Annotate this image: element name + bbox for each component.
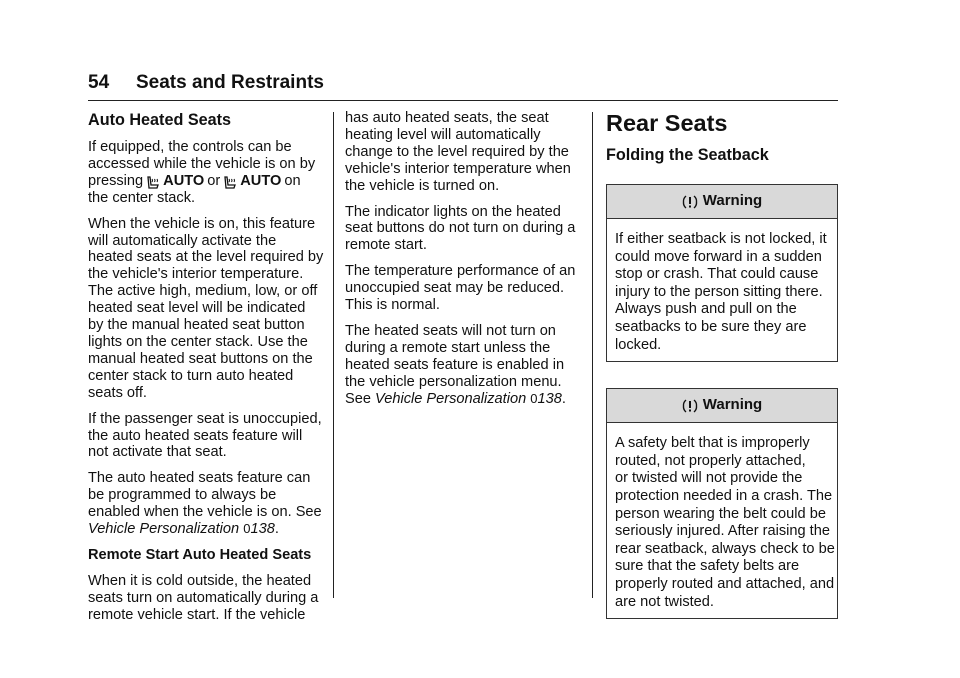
heated-seat-icon <box>146 175 160 190</box>
text-line: When the vehicle is on, this feature <box>88 215 316 232</box>
text-line: This is normal. <box>345 297 440 314</box>
page-ref-arrow-icon: 0 <box>530 390 538 406</box>
text-line: remote start. <box>345 237 427 254</box>
text-line: If either seatback is not locked, it <box>615 231 827 247</box>
text-line: person wearing the belt could be <box>615 505 826 522</box>
column-divider <box>333 112 334 598</box>
cross-reference-link[interactable]: Vehicle Personalization <box>88 521 240 538</box>
warning-box <box>606 184 838 362</box>
warning-label: Warning <box>702 396 763 414</box>
subsection-heading: Folding the Seatback <box>606 146 769 164</box>
paragraph <box>88 411 322 462</box>
paragraph <box>88 139 322 207</box>
text-line: during a remote start unless the <box>345 339 551 356</box>
paragraph <box>345 263 579 314</box>
text-line: protection needed in a crash. The <box>615 487 833 504</box>
text-line: the auto heated seats feature will <box>88 427 303 444</box>
column-right <box>606 110 838 645</box>
auto-label: AUTO <box>163 172 205 189</box>
text-line: The auto heated seats feature can <box>88 470 311 487</box>
text-line: The heated seats will not turn on <box>345 322 556 339</box>
chapter-title: Seats and Restraints <box>136 72 324 93</box>
text-line: . <box>274 521 279 538</box>
text-line: or twisted will not provide the <box>615 470 803 487</box>
text-line: stop or crash. That could cause <box>615 266 819 283</box>
text-line: seatbacks to be sure they are <box>615 318 807 335</box>
text-line: seriously injured. After raising the <box>615 523 830 540</box>
warning-header <box>607 389 837 423</box>
column-divider <box>592 112 593 598</box>
paragraph <box>345 204 579 255</box>
paragraph <box>88 216 322 402</box>
page-number: 54 <box>88 72 110 93</box>
text-line: seats off. <box>88 384 147 401</box>
text-line: . <box>561 390 566 407</box>
warning-body <box>607 423 837 618</box>
page-header <box>88 70 838 101</box>
heated-seat-icon <box>223 175 237 190</box>
text-line: locked. <box>615 336 662 353</box>
page-reference[interactable]: 138 <box>250 521 275 538</box>
text-line: center stack to turn auto heated <box>88 367 294 384</box>
text-line: remote vehicle start. If the vehicle <box>88 606 306 623</box>
text-line: sure that the safety belts are <box>615 558 800 575</box>
cross-reference-link[interactable]: Vehicle Personalization <box>375 390 527 407</box>
subheading: Remote Start Auto Heated Seats <box>88 546 312 563</box>
paragraph <box>345 323 579 408</box>
text-line: enabled when the vehicle is on. See <box>88 504 322 521</box>
page-reference[interactable]: 138 <box>537 390 562 407</box>
warning-label: Warning <box>702 192 763 210</box>
text-line: change to the level required by the <box>345 143 569 160</box>
section-heading: Auto Heated Seats <box>88 111 232 129</box>
paragraph <box>88 470 322 538</box>
auto-label: AUTO <box>240 172 282 189</box>
text-line: injury to the person sitting there. <box>615 283 823 300</box>
text-line: unoccupied seat may be reduced. <box>345 280 565 297</box>
text-line: heated seat level will be indicated <box>88 300 306 317</box>
text-line: The indicator lights on the heated <box>345 203 561 220</box>
text-line: accessed while the vehicle is on by <box>88 155 316 172</box>
text-line: When it is cold outside, the heated <box>88 572 312 589</box>
text-line: seats turn on automatically during a <box>88 589 319 606</box>
text-line: the vehicle is turned on. <box>345 177 500 194</box>
text-line: be programmed to always be <box>88 487 277 504</box>
text-line: heated seats at the level required by <box>88 249 324 266</box>
text-line: routed, not properly attached, <box>615 452 806 469</box>
text-line: The temperature performance of an <box>345 263 576 280</box>
column-left <box>88 110 322 633</box>
text-line: If the passenger seat is unoccupied, <box>88 410 322 427</box>
text-line: Always push and pull on the <box>615 301 797 318</box>
text-line: the vehicle personalization menu. <box>345 373 562 390</box>
warning-box <box>606 388 838 619</box>
warning-header <box>607 185 837 219</box>
text-line: heated seats feature is enabled in <box>345 356 565 373</box>
text-line: by the manual heated seat button <box>88 317 305 334</box>
paragraph <box>88 573 322 624</box>
paragraph <box>345 110 579 195</box>
text-line: seat buttons do not turn on during a <box>345 220 576 237</box>
text-line: not activate that seat. <box>88 444 227 461</box>
text-line: A safety belt that is improperly <box>615 435 810 452</box>
text-line: are not twisted. <box>615 593 714 610</box>
section-title: Rear Seats <box>606 110 728 136</box>
warning-body <box>607 219 837 361</box>
text-line: the vehicle's interior temperature. <box>88 266 304 283</box>
text-line: The active high, medium, low, or off <box>88 283 318 300</box>
column-middle <box>345 110 579 417</box>
text-line: could move forward in a sudden <box>615 248 822 265</box>
text-line: pressing <box>88 172 144 189</box>
warning-icon <box>682 194 698 210</box>
text-line: vehicle's interior temperature when <box>345 160 571 177</box>
button-reference-line <box>88 173 322 190</box>
text-line: rear seatback, always check to be <box>615 540 835 557</box>
text-line: lights on the center stack. Use the <box>88 333 308 350</box>
text-line: the center stack. <box>88 189 196 206</box>
text-line: heating level will automatically <box>345 126 541 143</box>
text-line: will automatically activate the <box>88 232 277 249</box>
text-line: has auto heated seats, the seat <box>345 110 549 126</box>
text-line: manual heated seat buttons on the <box>88 350 313 367</box>
text-line: on <box>284 172 301 189</box>
text-line: If equipped, the controls can be <box>88 139 292 155</box>
text-line: or <box>207 172 221 189</box>
page-ref-arrow-icon: 0 <box>243 521 251 537</box>
text-line: properly routed and attached, and <box>615 575 835 592</box>
warning-icon <box>682 398 698 414</box>
text-line: See <box>345 390 371 407</box>
